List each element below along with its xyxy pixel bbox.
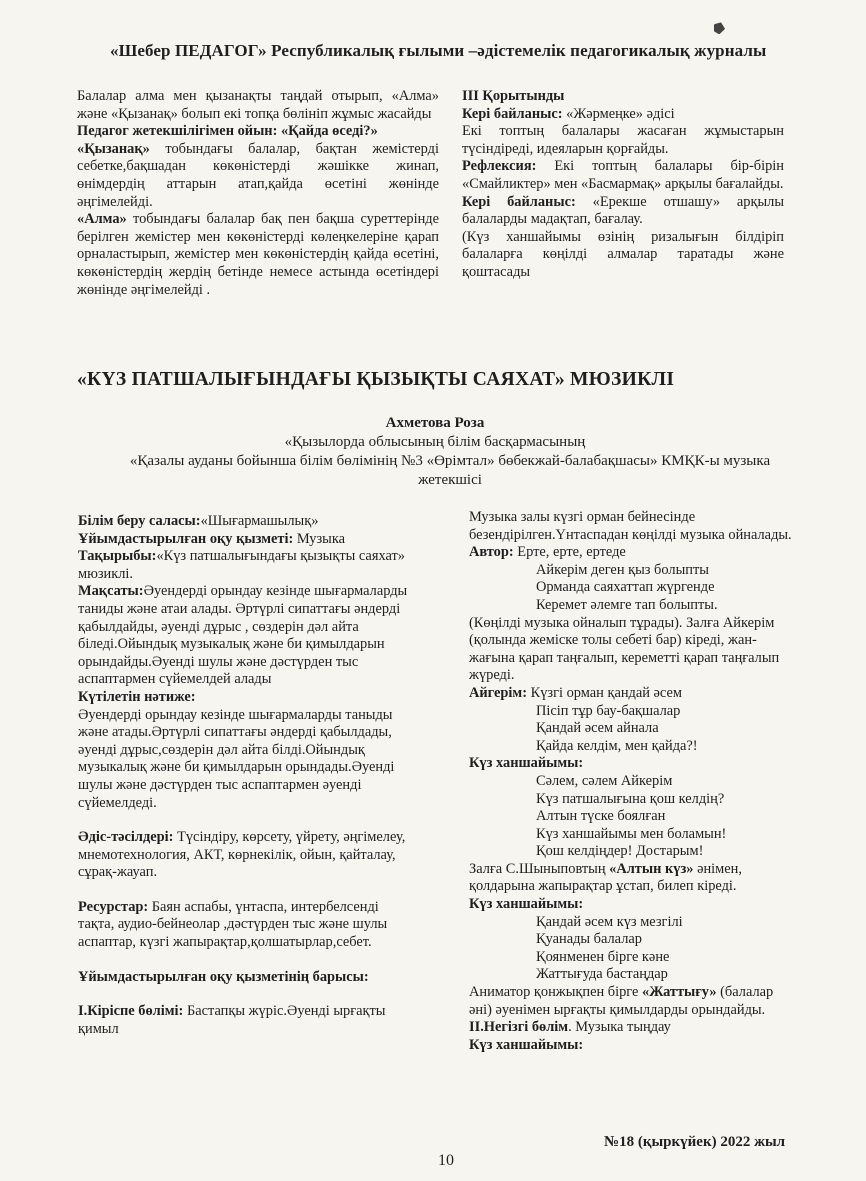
paragraph [469, 896, 799, 914]
paragraph-text: Күз ханшайымы мен боламын! [536, 825, 727, 842]
paragraph [78, 707, 408, 813]
paragraph [78, 969, 408, 987]
paragraph-text: (Күз ханшайымы өзінің ризалығын білдіріп балаларға көңілді алмалар таратады және қоштасады [462, 228, 784, 280]
top-right-column [462, 88, 784, 282]
paragraph [469, 685, 799, 703]
paragraph [78, 548, 408, 583]
bold-label: Ресурстар: [78, 898, 149, 915]
paragraph [78, 513, 408, 531]
bold-label: Кері байланыс: [462, 105, 563, 122]
paragraph [469, 843, 799, 861]
paragraph-text: Қош келдіңдер! Достарым! [536, 843, 704, 860]
bold-label: Кері байланыс: [462, 193, 576, 210]
paragraph [469, 509, 799, 544]
paragraph-text: Қандай әсем айнала [536, 720, 659, 737]
bold-label: Айгерім: [469, 684, 528, 701]
paragraph-text: Залға С.Шыныповтың [469, 860, 610, 877]
bold-label: Әдіс-тәсілдері: [78, 829, 174, 846]
paragraph [462, 88, 784, 106]
paragraph-text: «Күз патшалығындағы қызықты саяхат» мюзиклі. [78, 548, 405, 582]
paragraph-text: (Көңілді музыка ойналып тұрады). Залға Айкерім (қолында жеміске толы себеті бар) кіреді, жан-жағына қарап таңғалып, кереметті қарап таңғалып жүреді. [469, 614, 780, 684]
paragraph-text: Қоянменен бірге кәне [536, 948, 670, 965]
paragraph [469, 738, 799, 756]
bold-label: Автор: [469, 544, 514, 561]
paragraph [469, 597, 799, 615]
paragraph-text: Аниматор қонжықпен бірге [469, 984, 642, 1001]
bold-label: Рефлексия: [462, 158, 537, 175]
paragraph-text: Әуендерді орындау кезінде шығармаларды таниды және атаи алады. Әртүрлі сипаттағы әндерді қабылдайды, әуенді дұрыс , сөздерін дәл айта біледі.Ойындық музыкалық және би қимылдарын орындайды.Әуенді шулы және дәстүрден тыс аспаптармен сүйемелдей алады [78, 583, 408, 688]
paragraph [77, 123, 439, 141]
paragraph [469, 949, 799, 967]
paragraph [462, 158, 784, 193]
bold-label: III Қорытынды [462, 88, 565, 104]
paragraph [469, 1019, 799, 1037]
bold-label: Күз ханшайымы: [469, 755, 584, 772]
bold-label: Күз ханшайымы: [469, 896, 584, 913]
flower-ornament-icon [711, 20, 726, 35]
paragraph-gap [78, 986, 408, 1003]
page-number: 10 [438, 1152, 454, 1169]
paragraph [78, 829, 408, 882]
paragraph-text: Күз патшалығына қош келдің? [536, 790, 725, 807]
paragraph [77, 211, 439, 299]
bold-label: ІІ.Негізгі бөлім [469, 1019, 569, 1036]
paragraph-text: тобындағы балалар, бақтан жемістерді себетке,бақшадан көкөністерді жәшікке жинап, өнімдердің аттарын атап,қайда өсетіні жөнінде әңгімелейді. [77, 140, 439, 210]
paragraph [469, 984, 799, 1019]
bold-label: Ұйымдастырылған оқу қызметінің барысы: [78, 968, 369, 985]
paragraph-text: Қуанады балалар [536, 931, 642, 948]
paragraph-text: . Музыка тыңдау [568, 1019, 671, 1036]
paragraph-text: Күзгі орман қандай әсем [527, 684, 682, 701]
bold-label: Ұйымдастырылған оқу қызметі: [78, 530, 294, 547]
paragraph [78, 689, 408, 707]
top-left-column [77, 88, 439, 299]
paragraph-text: Айкерім деген қыз болыпты [536, 561, 709, 578]
paragraph-text: Бастапқы жүріс.Әуенді ырғақты қимыл [78, 1003, 386, 1037]
bold-label: Күтілетін нәтиже: [78, 688, 196, 705]
paragraph [469, 579, 799, 597]
paragraph-text: «Жәрмеңке» әдісі [562, 105, 675, 122]
right-body-column [469, 509, 799, 1054]
bold-label: Педагог жетекшілігімен ойын: «Қайда өседі?» [77, 123, 378, 140]
paragraph [469, 826, 799, 844]
journal-header: «Шебер ПЕДАГОГ» Республикалық ғылыми –әдістемелік педагогикалық журналы [110, 41, 767, 60]
paragraph [469, 861, 799, 896]
paragraph [78, 583, 408, 689]
paragraph [77, 88, 439, 123]
left-body-column [78, 513, 408, 1038]
paragraph [469, 808, 799, 826]
paragraph [77, 141, 439, 211]
bold-label: Білім беру саласы: [78, 513, 201, 529]
paragraph-text: Қандай әсем күз мезгілі [536, 913, 683, 930]
paragraph-text: Балалар алма мен қызанақты таңдай отырып, «Алма» және «Қызанақ» болып екі топқа бөлініп жұмыс жасайды [77, 88, 439, 122]
paragraph-text: тобындағы балалар бақ пен бақша суреттерінде берілген жемістер мен көкөністерді көлеңкелеріне қарап орналастырып, жемістер мен көкөністердің қайда өсетіні, көкөністердің жердің бетінде немесе астында өсетіндері жөнінде әңгімелейді . [77, 211, 439, 298]
paragraph-text: Музыка залы күзгі орман бейнесінде безендірілген.Үнтаспадан көңілді музыка ойналады. [469, 509, 792, 543]
paragraph-text: Баян аспабы, үнтаспа, интербелсенді тақта, аудио-бейнеолар ,дәстүрден тыс және шулы аспаптар, күзгі жапырақтар,қолшатырлар,себет. [78, 898, 388, 951]
paragraph-text: «Ерекше отшашу» арқылы балаларды мадақтап, бағалау. [462, 193, 785, 228]
author-affiliation-line1: «Қызылорда облысының білім басқармасының [284, 434, 586, 450]
issue-footer: №18 (қыркүйек) 2022 жыл [604, 1134, 786, 1150]
paragraph-text: Орманда саяхаттап жүргенде [536, 579, 715, 596]
paragraph-text: Керемет әлемге тап болыпты. [536, 596, 718, 613]
paragraph-gap [78, 952, 408, 969]
paragraph [469, 703, 799, 721]
paragraph-text: Әуендерді орындау кезінде шығармаларды таныды және атады.Әртүрлі сипаттағы әндерді қабылдады, әуенді дұрыс,сөздерін дәл айта білді.Ойындық музыкалық және би қимылдарын орындады.Әуенді шулы және дәстүрден тыс аспаптармен әуенді сүйемелдеді. [78, 706, 395, 811]
paragraph [469, 773, 799, 791]
paragraph-text: Қайда келдім, мен қайда?! [536, 737, 698, 754]
paragraph [78, 899, 408, 952]
bold-label: Мақсаты: [78, 583, 144, 600]
paragraph [462, 194, 784, 229]
paragraph [469, 791, 799, 809]
paragraph [469, 615, 799, 685]
bold-label: І.Кіріспе бөлімі: [78, 1003, 184, 1020]
bold-label: «Алма» [77, 211, 127, 228]
paragraph-text: әнімен, қолдарына жапырақтар ұстап, билеп кіреді. [469, 860, 742, 895]
bold-label: Тақырыбы: [78, 548, 157, 565]
bold-label: «Алтын күз» [609, 860, 694, 877]
paragraph-text: Сәлем, сәлем Айкерім [536, 772, 673, 789]
paragraph-text: Музыка [293, 530, 346, 547]
author-affiliation-line2: «Қазалы ауданы бойынша білім бөлімінің №3 «Өрімтал» бөбекжай-балабақшасы» КМҚК-ы музыка жетекшісі [129, 453, 771, 488]
paragraph [469, 1037, 799, 1055]
paragraph-text: Алтын түске боялған [536, 808, 666, 825]
paragraph [469, 931, 799, 949]
bold-label: Күз ханшайымы: [469, 1036, 584, 1053]
paragraph-text: Ерте, ерте, ертеде [513, 544, 626, 561]
paragraph [78, 531, 408, 549]
bold-label: «Жаттығу» [642, 984, 717, 1001]
paragraph [78, 1003, 408, 1038]
paragraph-gap [78, 882, 408, 899]
author-name: Ахметова Роза [385, 415, 485, 431]
paragraph [469, 914, 799, 932]
paragraph [469, 966, 799, 984]
paragraph-text: Екі топтың балалары бір-бірін «Смайликтер» мен «Басмармақ» арқылы бағалайды. [462, 158, 784, 192]
paragraph [469, 562, 799, 580]
paragraph-gap [78, 812, 408, 829]
paragraph [469, 544, 799, 562]
paragraph [469, 720, 799, 738]
paragraph [462, 229, 784, 282]
paragraph-text: Түсіндіру, көрсету, үйрету, әңгімелеу, мнемотехнология, АКТ, көрнекілік, ойын, қайталау, сұрақ-жауап. [78, 829, 406, 881]
paragraph-text: Екі топтың балалары жасаған жұмыстарын түсіндіреді, идеяларын қорғайды. [462, 123, 784, 157]
bold-label: «Қызанақ» [77, 140, 150, 157]
article-title: «КҮЗ ПАТШАЛЫҒЫНДАҒЫ ҚЫЗЫҚТЫ САЯХАТ» МЮЗИКЛІ [77, 369, 675, 390]
paragraph [462, 123, 784, 158]
paragraph-text: Жаттығуда бастаңдар [536, 966, 668, 983]
paragraph [462, 106, 784, 124]
paragraph [469, 755, 799, 773]
paragraph-text: «Шығармашылық» [200, 513, 319, 529]
paragraph-text: Пісіп тұр бау-бақшалар [536, 702, 681, 719]
paragraph-text: (балалар әні) әуенімен ырғақты қимылдарды орындайды. [469, 984, 774, 1018]
